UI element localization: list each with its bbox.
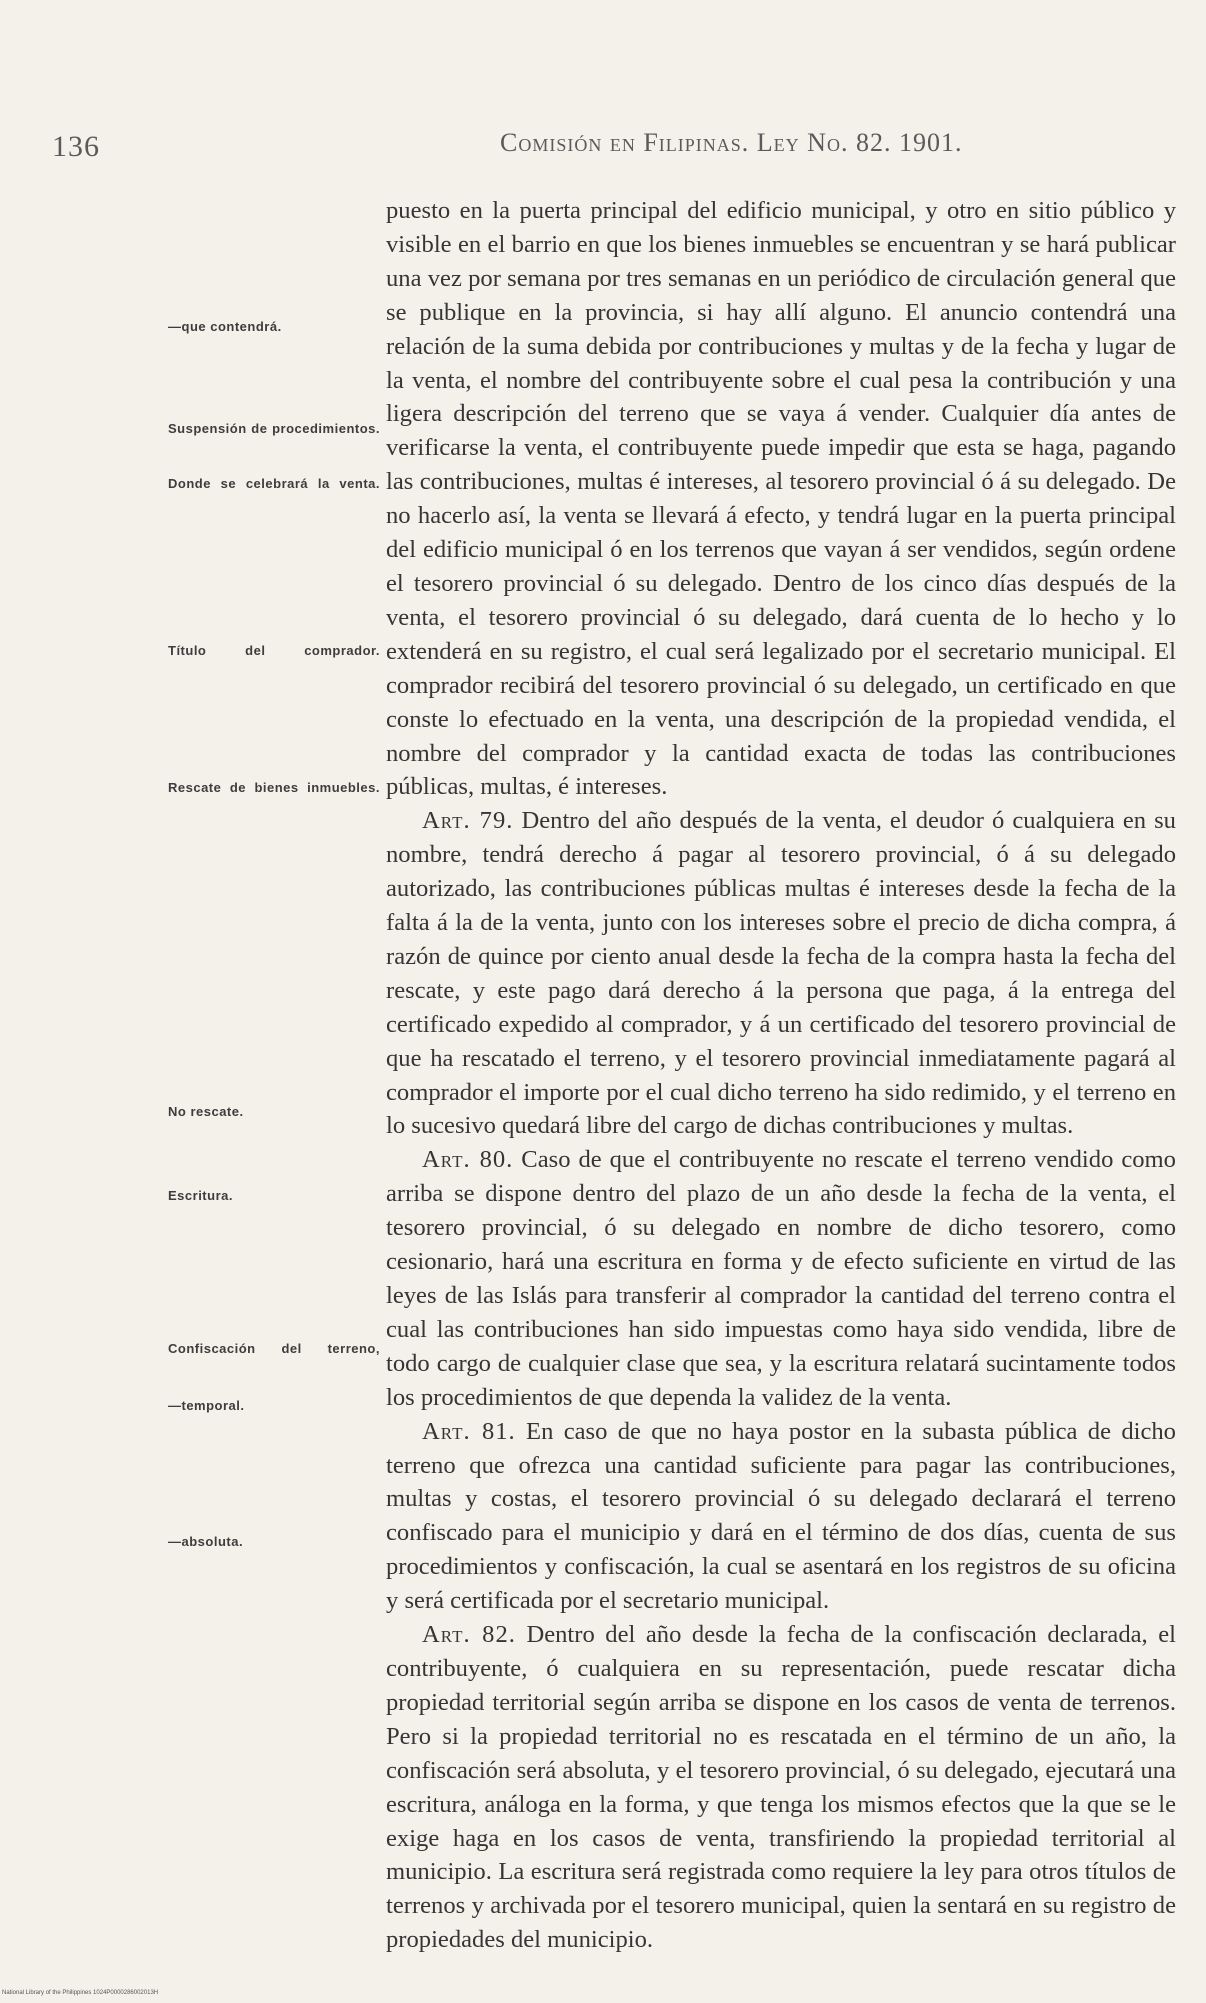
article-79 xyxy=(386,804,1176,1143)
article-text: Dentro del año desde la fecha de la confiscación declarada, el contribuyente, ó cualquiera en su representación, puede rescatar dicha propiedad territorial según arriba se dispone en los casos de venta de terrenos. Pero si la propiedad territorial no es rescatada en el término de un año, la confiscación será absoluta, y el tesorero provincial, ó su delegado, ejecutará una escritura, análoga en la forma, y que tenga los mismos efectos que la que se le exige haga en los casos de venta, transfiriendo la propiedad territorial al municipio. La escritura será registrada como requiere la ley para otros títulos de terrenos y archivada por el tesorero municipal, quien la sentará en su registro de propiedades del municipio. xyxy=(386,1621,1176,1954)
library-footer: National Library of the Philippines 1024P0000286002013H xyxy=(2,1990,159,1996)
margin-note: Escritura. xyxy=(168,1188,233,1203)
margin-note: Título del comprador. xyxy=(168,643,380,658)
article-82 xyxy=(386,1618,1176,1957)
running-head: Comisión en Filipinas. Ley No. 82. 1901. xyxy=(500,128,963,157)
article-80 xyxy=(386,1143,1176,1414)
article-81 xyxy=(386,1415,1176,1618)
article-text: Dentro del año después de la venta, el deudor ó cualquiera en su nombre, tendrá derecho á pagar al tesorero provincial, ó á su delegado autorizado, las contribuciones públicas multas é intereses desde la fecha de la falta á la de la venta, junto con los intereses sobre el precio de dicha compra, á razón de quince por ciento anual desde la fecha de la compra hasta la fecha del rescate, y este pago dará derecho á la persona que paga, á la entrega del certificado expedido al comprador, y á un certificado del tesorero provincial de que ha rescatado el terreno, y el tesorero provincial inmediatamente pagará al comprador el importe por el cual dicho terreno ha sido redimido, y el terreno en lo sucesivo quedará libre del cargo de dichas contribuciones y multas. xyxy=(386,807,1176,1140)
body-text xyxy=(386,194,1176,1957)
article-text: Caso de que el contribuyente no rescate el terreno vendido como arriba se dispone dentro del plazo de un año desde la fecha de la venta, el tesorero provincial, ó su delegado en nombre de dicho tesorero, como cesionario, hará una escritura en forma y de efecto suficiente en virtud de las leyes de las Islás para transferir al comprador la cantidad del terreno contra el cual las contribuciones han sido impuestas como haya sido vendida, libre de todo cargo de cualquier clase que sea, y la escritura relatará sucintamente todos los procedimientos de que dependa la validez de la venta. xyxy=(386,1146,1176,1411)
page-number: 136 xyxy=(52,130,100,163)
article-text: En caso de que no haya postor en la subasta pública de dicho terreno que ofrezca una cantidad suficiente para pagar las contribuciones, multas y costas, el tesorero provincial ó su delegado declarará el terreno confiscado para el municipio y dará en el término de dos días, cuenta de sus procedimientos y confiscación, la cual se asentará en los registros de su oficina y será certificada por el secretario municipal. xyxy=(386,1417,1176,1615)
margin-note: —temporal. xyxy=(168,1398,245,1413)
margin-note: Rescate de bienes inmuebles. xyxy=(168,780,380,795)
article-label: Art. 80. xyxy=(422,1146,514,1174)
article-label: Art. 79. xyxy=(422,807,514,835)
margin-note: Confiscación del terreno, xyxy=(168,1341,380,1356)
margin-note: —que contendrá. xyxy=(168,319,282,334)
paragraph: puesto en la puerta principal del edificio municipal, y otro en sitio público y visible en el barrio en que los bienes inmuebles se encuentran y se hará publicar una vez por semana por tres semanas en un periódico de circulación general que se publique en la provincia, si hay allí alguno. El anuncio contendrá una relación de la suma debida por contribuciones y multas y de la fecha y lugar de la venta, el nombre del contribuyente sobre el cual pesa la contribución y una ligera descripción del terreno que se vaya á vender. Cualquier día antes de verificarse la venta, el contribuyente puede impedir que esta se haga, pagando las contribuciones, multas é intereses, al tesorero provincial ó á su delegado. De no hacerlo así, la venta se llevará á efecto, y tendrá lugar en la puerta principal del edificio municipal ó en los terrenos que vayan á ser vendidos, según ordene el tesorero provincial ó su delegado. Dentro de los cinco días después de la venta, el tesorero provincial ó su delegado, dará cuenta de lo hecho y lo extenderá en su registro, el cual será legalizado por el secretario municipal. El comprador recibirá del tesorero provincial ó su delegado, un certificado en que conste lo efectuado en la venta, una descripción de la propiedad vendida, el nombre del comprador y la cantidad exacta de todas las contribuciones públicas, multas, é intereses. xyxy=(386,197,1176,801)
margin-note: —absoluta. xyxy=(168,1534,244,1549)
margin-note: Donde se celebrará la venta. xyxy=(168,476,380,491)
article-label: Art. 81. xyxy=(422,1417,516,1445)
article-label: Art. 82. xyxy=(422,1621,516,1649)
margin-note: Suspensión de procedimientos. xyxy=(168,421,380,436)
margin-note: No rescate. xyxy=(168,1104,244,1119)
